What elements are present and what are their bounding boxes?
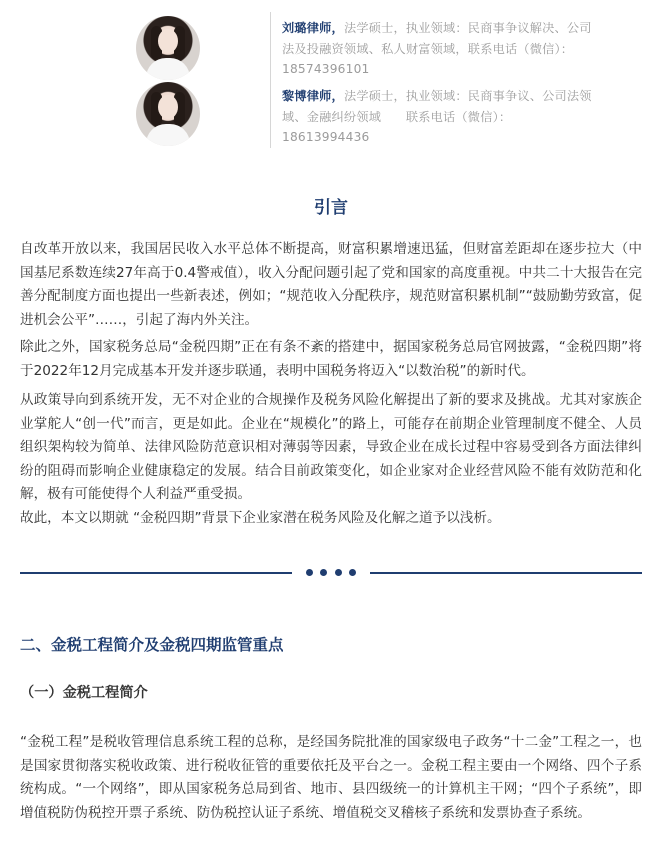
section-heading: 二、金税工程简介及金税四期监管重点 <box>20 636 284 654</box>
intro-title: 引言 <box>314 198 348 218</box>
author-bio-text: 法学硕士，执业领域：民商事争议解决、公司法及投融资领域、私人财富领域，联系电话（微信）：18574396101 <box>282 21 592 76</box>
author-avatar <box>136 82 200 146</box>
author-section <box>0 0 662 160</box>
divider-dots-icon <box>306 569 356 577</box>
author-avatar <box>136 16 200 80</box>
intro-paragraph: 故此，本文以期就 “金税四期”背景下企业家潜在税务风险及化解之道予以浅析。 <box>20 510 501 526</box>
intro-paragraph: 除此之外，国家税务总局“金税四期”正在有条不紊的搭建中，据国家税务总局官网披露，“金税四期”将于2022年12月完成基本开发并逐步联通，表明中国税务将迈入“以数治税”的新时代。 <box>20 339 642 379</box>
section-divider <box>20 572 642 574</box>
author-bio <box>282 86 592 148</box>
author-name: 黎博律师， <box>282 89 344 103</box>
intro-paragraph: 从政策导向到系统开发，无不对企业的合规操作及税务风险化解提出了新的要求及挑战。尤其对家族企业掌舵人“创一代”而言，更是如此。企业在“规模化”的路上，可能存在前期企业管理制度不健全、人员组织架构较为简单、法律风险防范意识相对薄弱等因素，导致企业在成长过程中容易受到各方面法律纠纷的阻碍而影响企业健康稳定的发展。结合目前政策变化，如企业家对企业经营风险不能有效防范和化解，极有可能使得个人利益严重受损。 <box>20 392 642 502</box>
section-paragraph: “金税工程”是税收管理信息系统工程的总称，是经国务院批准的国家级电子政务“十二金”工程之一，也是国家贯彻落实税收政策、进行税收征管的重要依托及平台之一。金税工程主要由一个网络、四个子系统构成。“一个网络”，即从国家税务总局到省、地市、县四级统一的计算机主干网；“四个子系统”，即增值税防伪税控开票子系统、防伪税控认证子系统、增值税交叉稽核子系统和发票协查子系统。 <box>20 734 642 821</box>
author-divider-line <box>270 12 271 148</box>
author-bio <box>282 18 592 80</box>
author-name: 刘璐律师， <box>282 21 344 35</box>
intro-paragraph: 自改革开放以来，我国居民收入水平总体不断提高，财富积累增速迅猛，但财富差距却在逐步拉大（中国基尼系数连续27年高于0.4警戒值），收入分配问题引起了党和国家的高度重视。中共二十大报告在完善分配制度方面也提出一些新表述，例如；“规范收入分配秩序，规范财富积累机制”“鼓励勤劳致富，促进机会公平”……，引起了海内外关注。 <box>20 241 642 328</box>
section-subheading: （一）金税工程简介 <box>20 685 148 701</box>
author-bio-text: 法学硕士，执业领域：民商事争议、公司法领域、金融纠纷领域 联系电话（微信）：18613994436 <box>282 89 592 144</box>
